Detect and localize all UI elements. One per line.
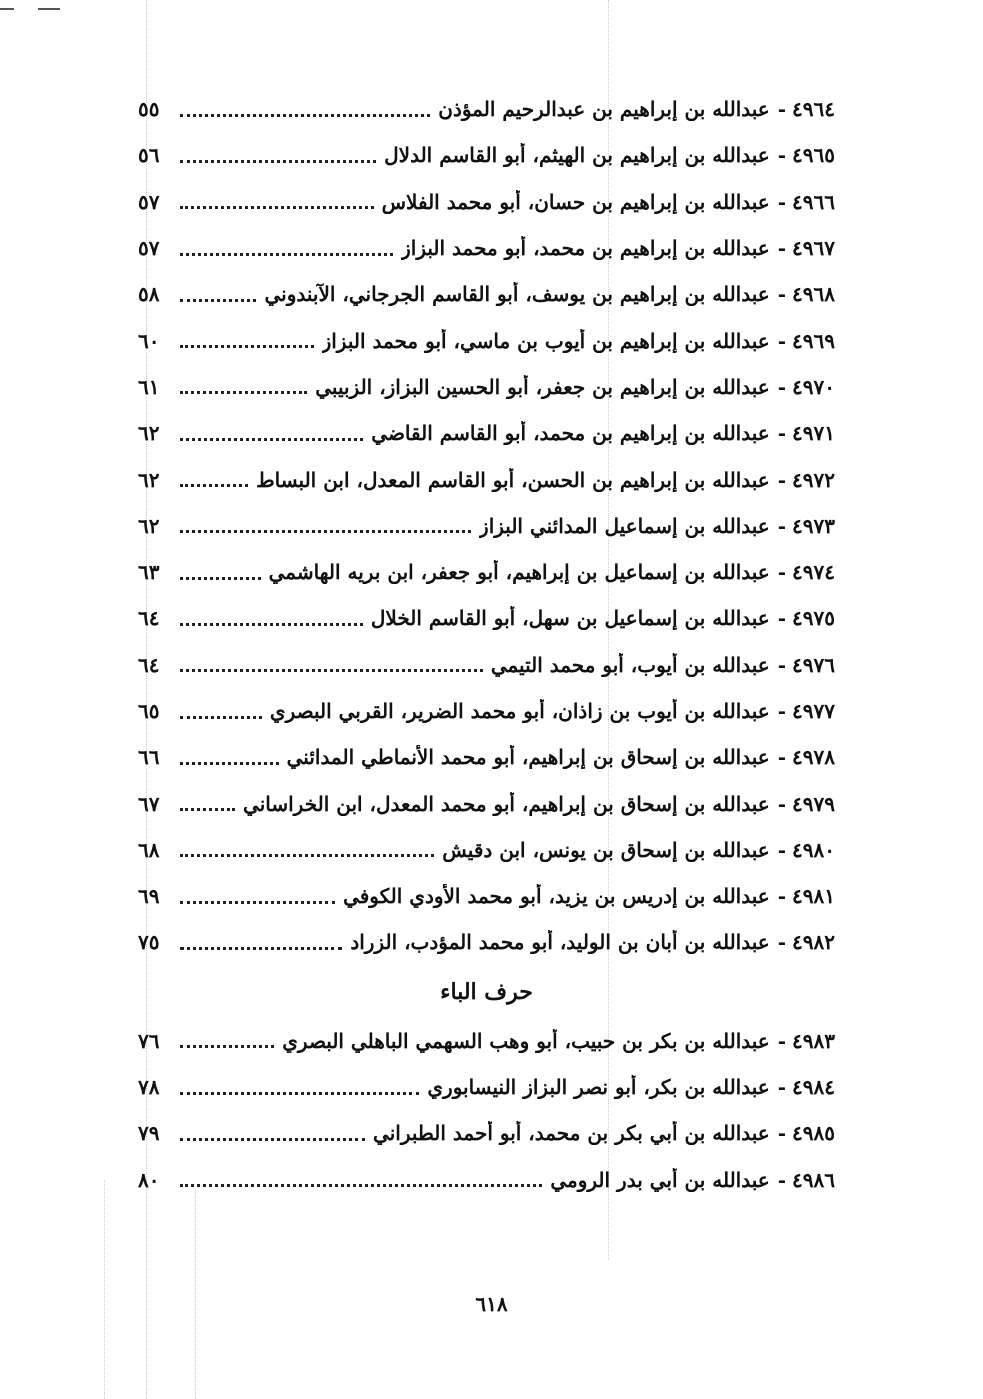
entry-separator: - (777, 189, 787, 214)
entry-page-number: ٦٢ (138, 513, 160, 538)
dot-leader (180, 577, 261, 580)
entry-separator: - (777, 560, 787, 585)
dot-leader (180, 484, 248, 487)
toc-entry (138, 86, 835, 132)
toc-entry (138, 503, 835, 549)
toc-entry (138, 734, 835, 780)
entry-page-number: ٦٩ (138, 884, 160, 909)
entry-page-number: ٦١ (138, 374, 160, 399)
toc-entry (138, 1064, 835, 1110)
entry-name: عبدالله بن إبراهيم بن محمد، أبو القاسم القاضي (371, 421, 770, 446)
toc-entry (138, 595, 835, 641)
entry-number: ٤٩٨٥ (792, 1121, 835, 1146)
entry-number: ٤٩٨٠ (792, 837, 835, 862)
entry-page-number: ٥٥ (138, 97, 160, 122)
entry-page-number: ٦٢ (138, 421, 160, 446)
entry-separator: - (777, 467, 787, 492)
toc-entry (138, 317, 835, 363)
entry-number: ٤٩٨٢ (792, 930, 835, 955)
entry-page-number: ٦٨ (138, 837, 160, 862)
entry-name: عبدالله بن إبراهيم بن عبدالرحيم المؤذن (438, 97, 770, 122)
dot-leader (180, 762, 279, 765)
entry-page-number: ٧٩ (138, 1121, 160, 1146)
dot-leader (180, 391, 307, 394)
entry-separator: - (777, 745, 787, 770)
dot-leader (180, 1045, 274, 1048)
toc-entry (138, 642, 835, 688)
entry-separator: - (777, 1167, 787, 1192)
toc-entry (138, 271, 835, 317)
dot-leader (180, 253, 393, 256)
toc-entries-list (138, 1018, 835, 1203)
entry-name: عبدالله بن إبراهيم بن يوسف، أبو القاسم الجرجاني، الآبندوني (264, 282, 770, 307)
entry-name: عبدالله بن إبراهيم بن حسان، أبو محمد الفلاس (381, 189, 770, 214)
entry-page-number: ٦٠ (138, 328, 160, 353)
dot-leader (180, 716, 262, 719)
entry-name: عبدالله بن إبراهيم بن الحسن، أبو القاسم المعدل، ابن البساط (256, 467, 770, 492)
dot-leader (180, 206, 374, 209)
entry-name: عبدالله بن بكر، أبو نصر البزاز النيسابوري (427, 1075, 770, 1100)
entry-page-number: ٨٠ (138, 1167, 160, 1192)
entry-number: ٤٩٨١ (792, 884, 835, 909)
dot-leader (180, 947, 342, 950)
entry-number: ٤٩٧٧ (792, 699, 835, 723)
entry-name: عبدالله بن إسماعيل بن سهل، أبو القاسم الخلال (370, 606, 770, 631)
dot-leader (180, 530, 471, 533)
toc-entries-list (138, 86, 835, 966)
toc-entry (138, 688, 835, 734)
dot-leader (180, 299, 256, 302)
entry-name: عبدالله بن إبراهيم بن أيوب بن ماسي، أبو محمد البزاز (321, 328, 770, 353)
entry-separator: - (777, 1028, 787, 1053)
toc-entry (138, 780, 835, 826)
toc-entry (138, 456, 835, 502)
entry-separator: - (777, 97, 787, 122)
table-of-contents (138, 86, 835, 1203)
entry-number: ٤٩٦٥ (792, 143, 835, 168)
entry-number: ٤٩٧٦ (792, 652, 835, 677)
entry-name: عبدالله بن بكر بن حبيب، أبو وهب السهمي الباهلي البصري (282, 1028, 770, 1053)
toc-entry (138, 827, 835, 873)
entry-name: عبدالله بن إسماعيل بن إبراهيم، أبو جعفر، ابن بريه الهاشمي (268, 560, 770, 585)
entry-number: ٤٩٨٤ (792, 1075, 835, 1100)
entry-number: ٤٩٦٨ (792, 282, 835, 307)
entry-separator: - (777, 421, 787, 446)
entry-number: ٤٩٨٦ (792, 1167, 835, 1192)
dot-leader (180, 160, 376, 163)
entry-number: ٤٩٧٩ (792, 791, 835, 816)
entry-number: ٤٩٦٩ (792, 328, 835, 353)
entry-page-number: ٧٦ (138, 1028, 160, 1053)
toc-entry (138, 364, 835, 410)
toc-entry (138, 1110, 835, 1156)
entry-separator: - (777, 143, 787, 168)
entry-page-number: ٧٨ (138, 1075, 160, 1100)
entry-number: ٤٩٧٠ (792, 374, 835, 399)
toc-entry (138, 549, 835, 595)
toc-entry (138, 132, 835, 178)
dot-leader (180, 345, 314, 348)
entry-number: ٤٩٦٤ (792, 97, 835, 122)
entry-page-number: ٦٤ (138, 606, 160, 631)
entry-separator: - (777, 374, 787, 399)
toc-entry (138, 1018, 835, 1064)
dot-leader (180, 114, 430, 117)
dot-leader (180, 1092, 419, 1095)
entry-separator: - (777, 513, 787, 538)
entry-number: ٤٩٦٧ (792, 236, 835, 261)
dot-leader (180, 901, 335, 904)
entry-page-number: ٥٦ (138, 143, 160, 168)
entry-name: عبدالله بن إسحاق بن يونس، ابن دقيش (442, 837, 770, 862)
entry-separator: - (777, 606, 787, 631)
entry-page-number: ٦٦ (138, 745, 160, 770)
dot-leader (180, 854, 434, 857)
dot-leader (180, 1138, 365, 1141)
scan-mark (38, 8, 60, 10)
entry-number: ٤٩٧١ (792, 421, 835, 446)
entry-separator: - (777, 282, 787, 307)
dot-leader (180, 669, 483, 672)
entry-separator: - (777, 791, 787, 816)
scan-mark (0, 8, 14, 10)
entry-name: عبدالله بن أبي بدر الرومي (550, 1167, 770, 1192)
entry-separator: - (777, 1121, 787, 1146)
entry-number: ٤٩٦٦ (792, 189, 835, 214)
entry-name: عبدالله بن إبراهيم بن جعفر، أبو الحسين البزاز، الزبيبي (315, 374, 770, 399)
dot-leader (180, 1184, 542, 1187)
entry-number: ٤٩٨٣ (792, 1028, 835, 1053)
entry-separator: - (777, 837, 787, 862)
toc-entry (138, 919, 835, 965)
entry-name: عبدالله بن إبراهيم بن محمد، أبو محمد البزاز (401, 236, 770, 261)
toc-entry (138, 410, 835, 456)
entry-page-number: ٥٧ (138, 189, 160, 214)
page-number: ٦١٨ (475, 1292, 508, 1316)
toc-entry (138, 873, 835, 919)
scan-fold-line (104, 1180, 105, 1399)
entry-number: ٤٩٧٨ (792, 745, 835, 770)
entry-separator: - (777, 884, 787, 909)
toc-entry (138, 225, 835, 271)
entry-page-number: ٦٥ (138, 699, 160, 723)
entry-separator: - (777, 1075, 787, 1100)
entry-name: عبدالله بن أيوب، أبو محمد التيمي (490, 652, 770, 677)
entry-separator: - (777, 236, 787, 261)
toc-entry (138, 1157, 835, 1203)
dot-leader (180, 438, 363, 441)
entry-name: عبدالله بن إسحاق بن إبراهيم، أبو محمد المعدل، ابن الخراساني (243, 791, 770, 816)
entry-number: ٤٩٧٣ (792, 513, 835, 538)
entry-page-number: ٦٢ (138, 467, 160, 492)
entry-name: عبدالله بن إدريس بن يزيد، أبو محمد الأودي الكوفي (343, 884, 770, 909)
entry-name: عبدالله بن إبراهيم بن الهيثم، أبو القاسم الدلال (384, 143, 770, 168)
dot-leader (180, 623, 363, 626)
entry-number: ٤٩٧٢ (792, 467, 835, 492)
toc-entry (138, 179, 835, 225)
entry-name: عبدالله بن إسحاق بن إبراهيم، أبو محمد الأنماطي المدائني (286, 745, 770, 770)
dot-leader (180, 808, 235, 811)
entry-page-number: ٦٣ (138, 560, 160, 585)
entry-name: عبدالله بن أبان بن الوليد، أبو محمد المؤدب، الزراد (350, 930, 770, 955)
entry-name: عبدالله بن إسماعيل المدائني البزاز (479, 513, 770, 538)
entry-page-number: ٥٨ (138, 282, 160, 307)
entry-page-number: ٧٥ (138, 930, 160, 955)
entry-separator: - (777, 930, 787, 955)
entry-number: ٤٩٧٤ (792, 560, 835, 585)
entry-separator: - (777, 328, 787, 353)
entry-page-number: ٦٧ (138, 791, 160, 816)
entry-separator: - (777, 652, 787, 677)
entry-number: ٤٩٧٥ (792, 606, 835, 631)
entry-name: عبدالله بن أبي بكر بن محمد، أبو أحمد الطبراني (373, 1121, 770, 1146)
entry-name: عبدالله بن أيوب بن زاذان، أبو محمد الضرير، القربي البصري (269, 699, 770, 723)
entry-separator: - (777, 699, 787, 723)
section-heading: حرف الباء (440, 978, 533, 1005)
entry-page-number: ٥٧ (138, 236, 160, 261)
entry-page-number: ٦٤ (138, 652, 160, 677)
